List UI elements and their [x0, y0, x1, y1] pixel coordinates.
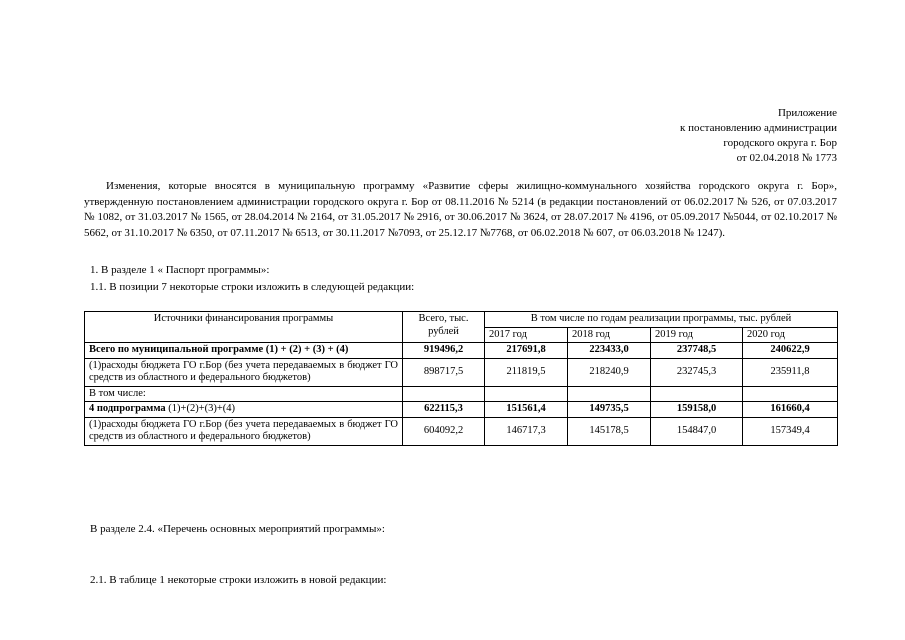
- table-row: [85, 358, 838, 386]
- table-row: [85, 386, 838, 402]
- row-label-rest: (1)+(2)+(3)+(4): [165, 403, 236, 414]
- row-value: [743, 386, 838, 402]
- row-total: 622115,3: [403, 402, 485, 418]
- row-value: 223433,0: [568, 343, 651, 359]
- row-value: 217691,8: [485, 343, 568, 359]
- intro-paragraph: Изменения, которые вносятся в муниципальную программу «Развитие сферы жилищно-коммунального хозяйства городского округа г. Бор», утвержденную постановлением администрации городского округа г. Бор от 08.11.2016 № 5214 (в редакции постановлений от 06.02.2017 № 526, от 07.03.2017 № 1082, от 31.03.2017 № 1565, от 28.04.2014 № 2164, от 31.05.2017 № 2916, от 30.06.2017 № 3624, от 28.07.2017 № 4196, от 05.09.2017 №5044, от 02.10.2017 № 5662, от 31.10.2017 № 6350, от 07.11.2017 № 6513, от 30.11.2017 №7093, от 25.12.17 №7768, от 06.02.2018 № 607, от 06.03.2018 № 1247).: [84, 180, 837, 239]
- header-source: Источники финансирования программы: [85, 312, 403, 343]
- header-total: Всего, тыс. рублей: [403, 312, 485, 343]
- row-value: 232745,3: [651, 358, 743, 386]
- row-value: 218240,9: [568, 358, 651, 386]
- row-value: 157349,4: [743, 417, 838, 445]
- row-value: 151561,4: [485, 402, 568, 418]
- annex-title: Приложение: [777, 107, 837, 119]
- row-total: [403, 386, 485, 402]
- row-value: 149735,5: [568, 402, 651, 418]
- section-2-1-heading: 2.1. В таблице 1 некоторые строки изложить в новой редакции:: [90, 574, 387, 586]
- table-header-row: [85, 312, 838, 328]
- row-value: 237748,5: [651, 343, 743, 359]
- row-value: 161660,4: [743, 402, 838, 418]
- header-year: 2020 год: [743, 327, 838, 343]
- row-value: 146717,3: [485, 417, 568, 445]
- row-total: 604092,2: [403, 417, 485, 445]
- table-row: [85, 402, 838, 418]
- row-value: [485, 386, 568, 402]
- row-value: 159158,0: [651, 402, 743, 418]
- section-1-heading: 1. В разделе 1 « Паспорт программы»:: [90, 264, 270, 276]
- row-label: [85, 402, 403, 418]
- row-value: 235911,8: [743, 358, 838, 386]
- header-year: 2017 год: [485, 327, 568, 343]
- row-label: В том числе:: [85, 386, 403, 402]
- table-row: [85, 343, 838, 359]
- row-value: 145178,5: [568, 417, 651, 445]
- section-2-4-heading: В разделе 2.4. «Перечень основных мероприятий программы»:: [90, 523, 385, 535]
- row-value: 154847,0: [651, 417, 743, 445]
- section-1-1-heading: 1.1. В позиции 7 некоторые строки изложить в следующей редакции:: [90, 281, 415, 293]
- annex-line-3: городского округа г. Бор: [723, 137, 837, 149]
- table-row: [85, 417, 838, 445]
- header-year: 2018 год: [568, 327, 651, 343]
- annex-date-number: от 02.04.2018 № 1773: [736, 152, 837, 164]
- row-value: 211819,5: [485, 358, 568, 386]
- row-label: (1)расходы бюджета ГО г.Бор (без учета передаваемых в бюджет ГО средств из областного и федерального бюджетов): [85, 358, 403, 386]
- row-total: 898717,5: [403, 358, 485, 386]
- row-total: 919496,2: [403, 343, 485, 359]
- row-value: [651, 386, 743, 402]
- header-years: В том числе по годам реализации программы, тыс. рублей: [485, 312, 838, 328]
- annex-line-2: к постановлению администрации: [680, 122, 837, 134]
- annex-header: [680, 106, 837, 166]
- row-label: Всего по муниципальной программе (1) + (2) + (3) + (4): [85, 343, 403, 359]
- header-year: 2019 год: [651, 327, 743, 343]
- row-label: (1)расходы бюджета ГО г.Бор (без учета передаваемых в бюджет ГО средств из областного и федерального бюджетов): [85, 417, 403, 445]
- row-label-bold: 4 подпрограмма: [89, 403, 166, 414]
- financing-table: [84, 311, 838, 446]
- row-value: 240622,9: [743, 343, 838, 359]
- row-value: [568, 386, 651, 402]
